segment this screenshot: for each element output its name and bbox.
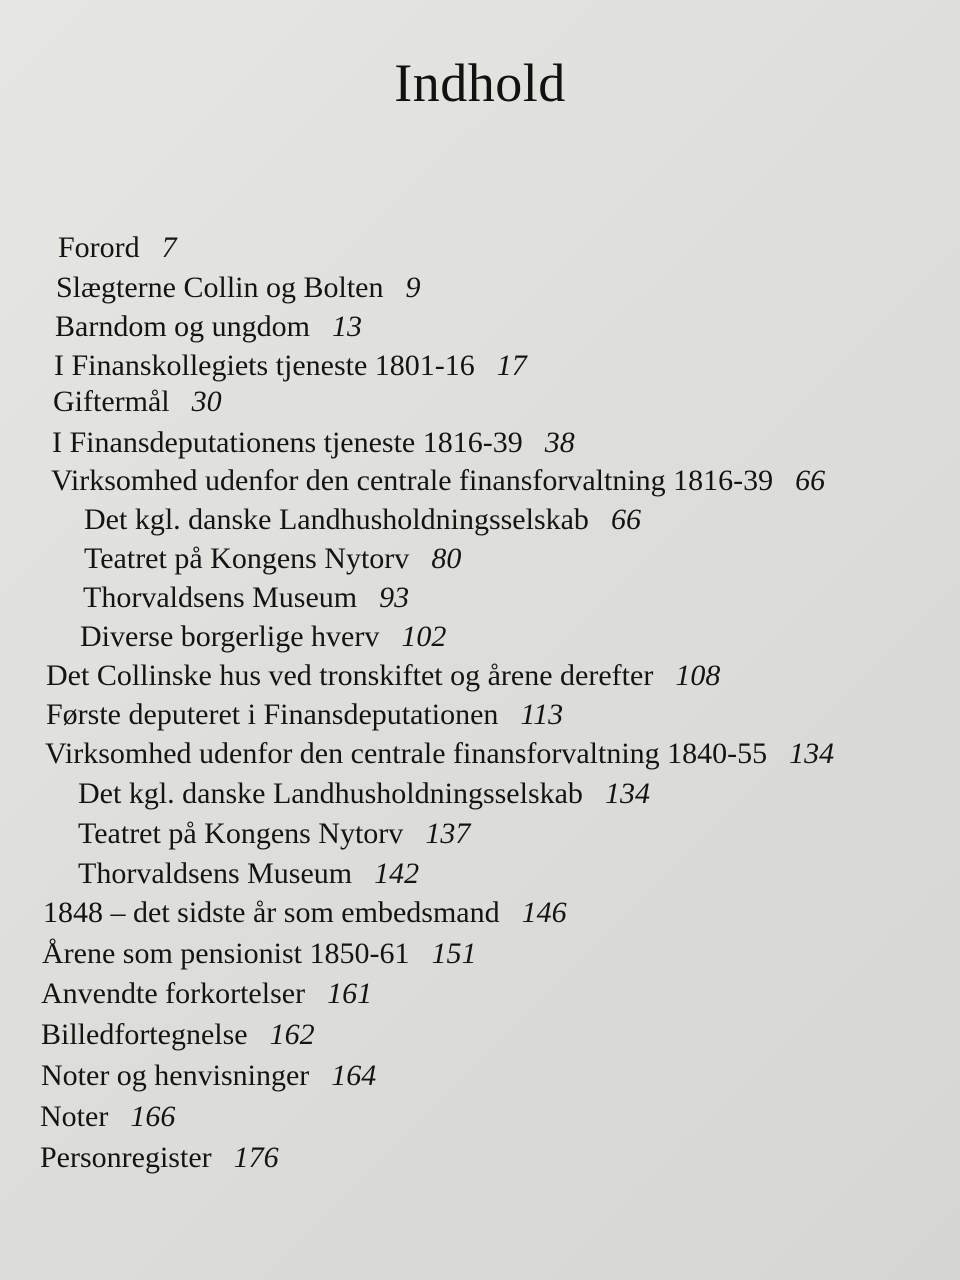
toc-entry [78,856,419,892]
toc-entry-label: Personregister [40,1141,212,1174]
toc-entry-label: Virksomhed udenfor den centrale finansforvaltning 1840-55 [45,737,768,770]
toc-entry [41,1017,315,1053]
toc-entry-page: 7 [161,231,177,264]
toc-entry-label: Thorvaldsens Museum [78,857,353,890]
toc-entry-label: Giftermål [53,385,170,418]
toc-entry-page: 164 [331,1059,377,1092]
toc-entry [52,425,575,461]
toc-entry-page: 134 [789,737,835,770]
toc-entry-page: 137 [425,817,471,850]
toc-entry-page: 80 [431,542,462,575]
toc-entry [83,580,409,616]
toc-entry-page: 134 [604,777,650,810]
toc-entry-page: 9 [405,271,421,304]
toc-entry [78,816,470,852]
toc-entry-label: Diverse borgerlige hverv [80,620,380,653]
toc-entry [41,976,372,1012]
toc-entry-label: Forord [58,231,140,264]
toc-entry [56,270,421,306]
toc-entry-page: 166 [130,1100,176,1133]
toc-entry-label: Barndom og ungdom [55,310,310,343]
toc-entry-page: 142 [374,857,420,890]
toc-entry-page: 93 [379,581,410,614]
toc-entry [40,1099,175,1135]
toc-entry [54,348,527,384]
toc-entry [51,463,825,499]
toc-entry-page: 113 [520,698,564,731]
toc-entry-label: Noter og henvisninger [41,1059,310,1092]
toc-entry [58,230,177,266]
toc-entry-label: I Finansdeputationens tjeneste 1816-39 [52,426,523,459]
toc-entry [84,502,641,538]
toc-entry-label: Årene som pensionist 1850-61 [42,937,410,970]
toc-entry [40,1140,279,1176]
toc-entry-label: Anvendte forkortelser [41,977,306,1010]
toc-entry [43,895,567,931]
toc-entry-page: 66 [610,503,641,536]
toc-entry-page: 17 [496,349,527,382]
toc-entry [78,776,650,812]
toc-entry [45,736,834,772]
toc-entry-page: 161 [327,977,373,1010]
toc-entry-page: 13 [332,310,362,343]
toc-entry-label: Det Collinske hus ved tronskiftet og årene derefter [46,659,654,692]
toc-entry-page: 176 [233,1141,279,1174]
toc-entry-page: 146 [521,896,567,929]
toc-entry [55,309,362,345]
toc-entry-label: Noter [40,1100,109,1133]
toc-entry-page: 66 [795,464,826,497]
page-title: Indhold [394,53,566,113]
toc-entry [80,619,446,655]
toc-entry-label: Slægterne Collin og Bolten [56,271,384,304]
toc-entry-label: Teatret på Kongens Nytorv [84,542,410,575]
toc-entry-page: 162 [269,1018,315,1051]
toc-entry [42,936,476,972]
toc-entry-page: 30 [191,385,222,418]
toc-entry [46,697,563,733]
toc-entry [53,384,222,420]
toc-entry-label: 1848 – det sidste år som embedsmand [43,896,500,929]
toc-entry-page: 151 [431,937,477,970]
toc-entry-page: 38 [544,426,575,459]
toc-entry-label: Første deputeret i Finansdeputationen [46,698,499,731]
toc-entry-label: Teatret på Kongens Nytorv [78,817,404,850]
toc-entry-page: 108 [675,659,721,692]
toc-entry [46,658,720,694]
toc-entry-label: I Finanskollegiets tjeneste 1801-16 [54,349,475,382]
toc-entry-label: Billedfortegnelse [41,1018,248,1051]
toc-entry-label: Virksomhed udenfor den centrale finansforvaltning 1816-39 [51,464,774,497]
toc-entry [84,541,461,577]
toc-entry-label: Thorvaldsens Museum [83,581,358,614]
toc-entry-label: Det kgl. danske Landhusholdningsselskab [84,503,589,536]
toc-entry-label: Det kgl. danske Landhusholdningsselskab [78,777,583,810]
toc-entry [41,1058,376,1094]
toc-entry-page: 102 [401,620,447,653]
